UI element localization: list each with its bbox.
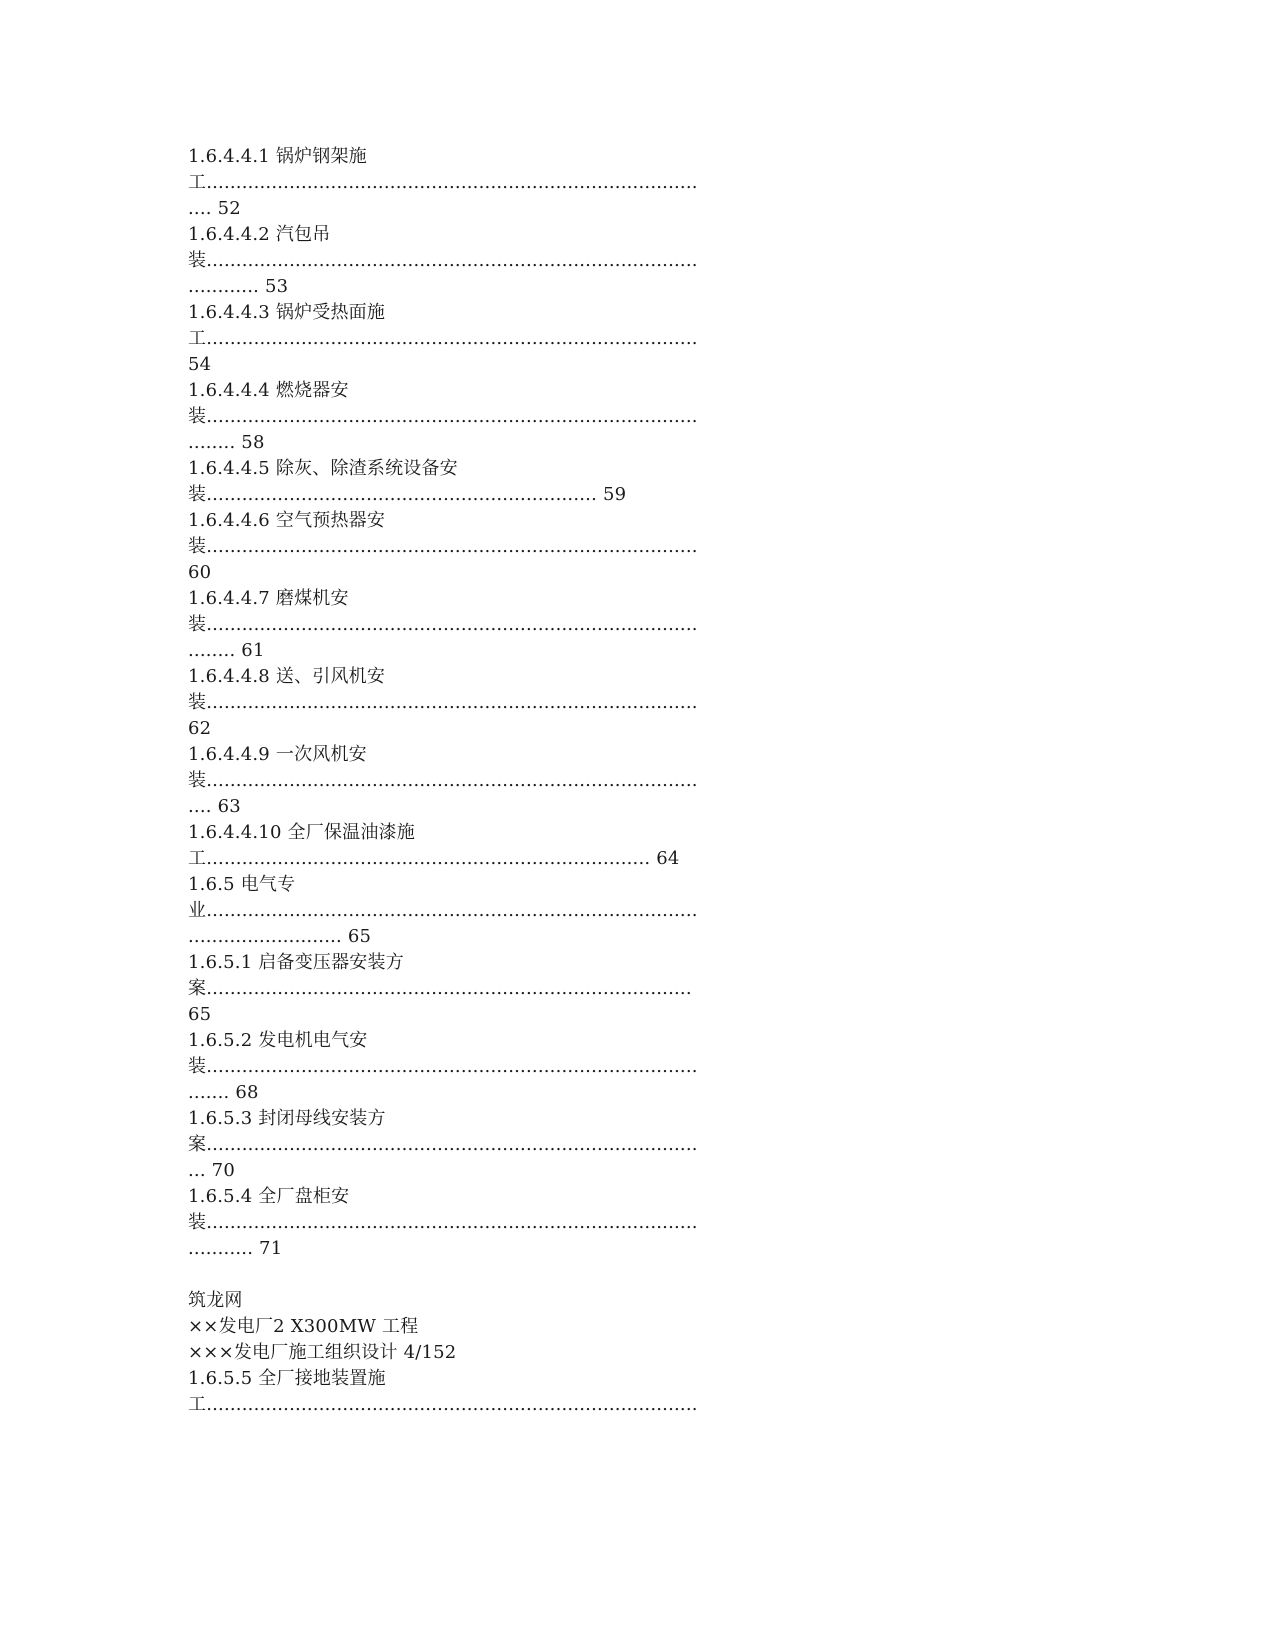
toc-heading: 1.6.4.4.9 一次风机安 xyxy=(188,744,367,765)
toc-leader: 装................................................................................... xyxy=(188,1056,698,1077)
toc-leader: 案................................................................................... xyxy=(188,1134,698,1155)
toc-heading: 1.6.4.4.7 磨煤机安 xyxy=(188,588,349,609)
toc-heading: 1.6.4.4.5 除灰、除渣系统设备安 xyxy=(188,458,458,479)
toc-page-number: ............ 53 xyxy=(188,276,289,297)
document-page-indicator: ×××发电厂施工组织设计 4/152 xyxy=(188,1342,457,1363)
toc-heading: 1.6.4.4.1 锅炉钢架施 xyxy=(188,146,367,167)
toc-leader: 装................................................................................... xyxy=(188,250,698,271)
toc-page-number: ... 70 xyxy=(188,1160,235,1181)
toc-heading: 1.6.4.4.4 燃烧器安 xyxy=(188,380,349,401)
toc-heading: 1.6.5.4 全厂盘柜安 xyxy=(188,1186,350,1207)
toc-page-number: ....... 68 xyxy=(188,1082,259,1103)
toc-page-number: 60 xyxy=(188,562,212,583)
toc-page-number: ........ 58 xyxy=(188,432,265,453)
toc-leader: 装.................................................................. 59 xyxy=(188,484,627,505)
toc-leader: 案.................................................................................. xyxy=(188,978,692,999)
toc-page-number: 65 xyxy=(188,1004,212,1025)
toc-page-number: .... 52 xyxy=(188,198,241,219)
project-title: ××发电厂2 X300MW 工程 xyxy=(188,1316,419,1337)
toc-leader: 工................................................................................... xyxy=(188,328,698,349)
toc-heading: 1.6.5.2 发电机电气安 xyxy=(188,1030,368,1051)
toc-heading: 1.6.5.5 全厂接地装置施 xyxy=(188,1368,386,1389)
toc-leader: 装................................................................................... xyxy=(188,770,698,791)
toc-leader: 装................................................................................... xyxy=(188,692,698,713)
toc-page-number: ........... 71 xyxy=(188,1238,283,1259)
toc-leader: 装................................................................................... xyxy=(188,406,698,427)
toc-heading: 1.6.5.3 封闭母线安装方 xyxy=(188,1108,386,1129)
toc-page-number: .......................... 65 xyxy=(188,926,372,947)
toc-heading: 1.6.5.1 启备变压器安装方 xyxy=(188,952,404,973)
toc-page-number: ........ 61 xyxy=(188,640,265,661)
toc-leader: 装................................................................................... xyxy=(188,536,698,557)
toc-leader: 装................................................................................... xyxy=(188,1212,698,1233)
toc-heading: 1.6.5 电气专 xyxy=(188,874,296,895)
toc-heading: 1.6.4.4.2 汽包吊 xyxy=(188,224,331,245)
toc-heading: 1.6.4.4.10 全厂保温油漆施 xyxy=(188,822,415,843)
toc-heading: 1.6.4.4.3 锅炉受热面施 xyxy=(188,302,386,323)
toc-page-number: .... 63 xyxy=(188,796,241,817)
toc-heading: 1.6.4.4.6 空气预热器安 xyxy=(188,510,386,531)
toc-leader: 工................................................................................... xyxy=(188,172,698,193)
toc-page-number: 62 xyxy=(188,718,212,739)
toc-heading: 1.6.4.4.8 送、引风机安 xyxy=(188,666,386,687)
toc-leader: 工........................................................................... 64 xyxy=(188,848,680,869)
toc-page-number: 54 xyxy=(188,354,212,375)
site-name: 筑龙网 xyxy=(188,1290,243,1311)
toc-leader: 业................................................................................... xyxy=(188,900,698,921)
toc-leader: 装................................................................................... xyxy=(188,614,698,635)
toc-leader: 工................................................................................... xyxy=(188,1394,698,1415)
